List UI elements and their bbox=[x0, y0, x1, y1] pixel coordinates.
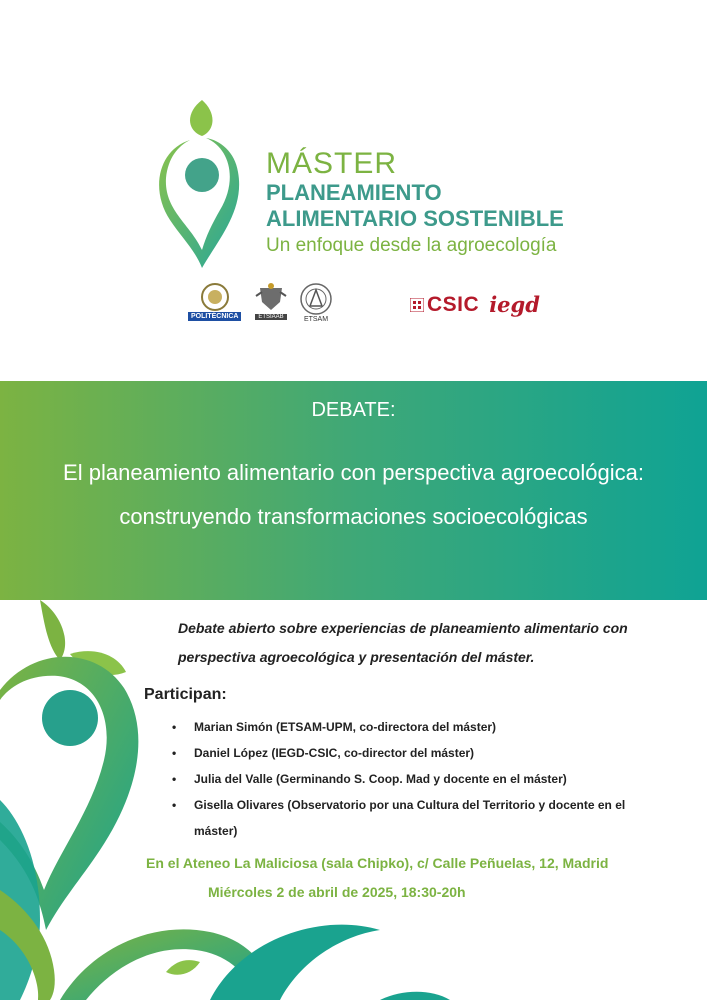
bullet-icon: • bbox=[172, 772, 177, 786]
participants-heading: Participan: bbox=[144, 686, 227, 703]
upm-label: POLITÉCNICA bbox=[188, 312, 241, 321]
list-item bbox=[170, 740, 650, 766]
etsiaab-label: ETSIAAB bbox=[255, 314, 286, 320]
participant-text: Daniel López (IEGD-CSIC, co-director del máster) bbox=[194, 746, 475, 760]
bullet-icon: • bbox=[172, 798, 177, 812]
etsiaab-crest-icon bbox=[254, 282, 288, 314]
bullet-icon: • bbox=[172, 720, 177, 734]
debate-topic: El planeamiento alimentario con perspectiva agroecológica: construyendo transformaciones socioecológicas bbox=[63, 460, 644, 529]
debate-intro: Debate abierto sobre experiencias de planeamiento alimentario con perspectiva agroecológica y presentación del máster. bbox=[178, 620, 628, 665]
etsam-seal-icon bbox=[296, 282, 336, 316]
etsiaab-logo bbox=[254, 282, 288, 320]
list-item bbox=[170, 792, 650, 844]
csic-mark-icon bbox=[410, 298, 424, 312]
csic-iegd-logos bbox=[410, 292, 540, 317]
upm-logo bbox=[188, 282, 241, 321]
event-date: Miércoles 2 de abril de 2025, 18:30-20h bbox=[208, 884, 466, 900]
program-name-line2: ALIMENTARIO SOSTENIBLE bbox=[266, 206, 564, 231]
program-name-line1: PLANEAMIENTO bbox=[266, 180, 442, 205]
leaf-drop-icon bbox=[150, 100, 255, 270]
event-venue: En el Ateneo La Maliciosa (sala Chipko), c/ Calle Peñuelas, 12, Madrid bbox=[146, 855, 609, 871]
csic-logo-text: CSIC bbox=[427, 292, 480, 316]
participants-list bbox=[170, 714, 650, 844]
master-title-block bbox=[266, 148, 564, 258]
participant-text: Julia del Valle (Germinando S. Coop. Mad y docente en el máster) bbox=[194, 772, 567, 786]
program-subtitle: Un enfoque desde la agroecología bbox=[266, 235, 557, 256]
debate-title: DEBATE: bbox=[311, 399, 396, 421]
bullet-icon: • bbox=[172, 746, 177, 760]
institution-logos bbox=[188, 282, 548, 334]
list-item bbox=[170, 766, 650, 792]
master-label: MÁSTER bbox=[266, 147, 398, 180]
participant-text: Gisella Olivares (Observatorio por una Cultura del Territorio y docente en el máster) bbox=[194, 798, 626, 838]
iegd-logo-text: iegd bbox=[489, 292, 540, 317]
participant-text: Marian Simón (ETSAM-UPM, co-directora del máster) bbox=[194, 720, 497, 734]
list-item bbox=[170, 714, 650, 740]
debate-banner bbox=[0, 381, 707, 600]
etsam-label: ETSAM bbox=[303, 316, 329, 323]
etsam-logo bbox=[296, 282, 336, 323]
upm-crest-icon bbox=[199, 282, 231, 312]
